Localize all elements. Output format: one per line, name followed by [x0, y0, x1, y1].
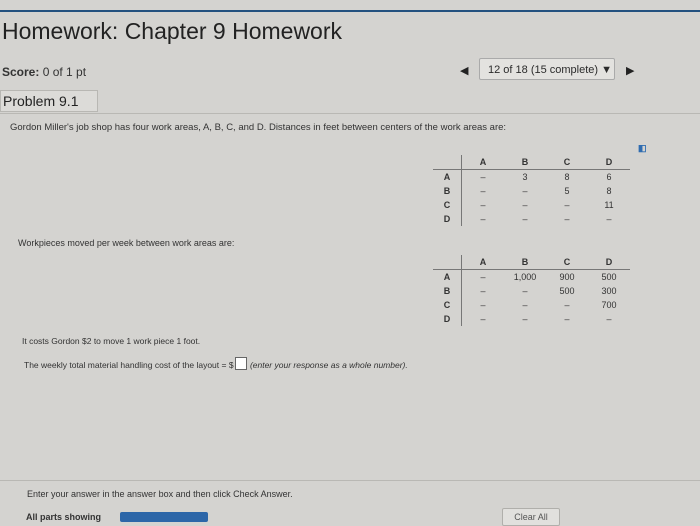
table-cell: – — [522, 214, 528, 224]
table-cell: – — [480, 172, 486, 182]
table-cell: 11 — [604, 200, 614, 210]
table-cell: – — [480, 272, 486, 282]
table-cell: – — [564, 200, 570, 210]
table-row — [433, 170, 630, 185]
weekly-cost-question — [24, 357, 408, 370]
workpieces-label: Workpieces moved per week between work areas are: — [18, 238, 235, 248]
table-cell: – — [522, 200, 528, 210]
table-cell: 6 — [606, 172, 612, 182]
cost-text: It costs Gordon $2 to move 1 work piece 1 foot. — [22, 336, 201, 346]
page-title: Homework: Chapter 9 Homework — [2, 18, 343, 44]
column-header: A — [462, 255, 505, 270]
table-cell: – — [480, 300, 486, 310]
row-header: C — [433, 298, 462, 312]
table-cell: 500 — [601, 272, 617, 282]
column-header: A — [462, 155, 505, 170]
table-cell: 900 — [559, 272, 575, 282]
weekly-cost-hint: (enter your response as a whole number). — [249, 360, 408, 370]
table-cell: 3 — [522, 172, 528, 182]
table-cell: 8 — [606, 186, 612, 196]
score-row — [0, 56, 700, 88]
score-value: 0 of 1 pt — [42, 65, 87, 79]
top-divider — [0, 10, 700, 12]
workpieces-table — [433, 255, 630, 326]
row-header: A — [433, 170, 462, 185]
column-header: B — [504, 155, 546, 170]
question-selector[interactable]: 12 of 18 (15 complete) ▼ — [479, 58, 615, 80]
parts-progress-bar — [120, 512, 208, 522]
row-header: D — [433, 212, 462, 226]
table-cell: – — [480, 286, 486, 296]
row-header: B — [433, 284, 462, 298]
problem-label: Problem 9.1 — [3, 93, 79, 109]
table-cell: – — [606, 314, 612, 324]
row-header: A — [433, 270, 462, 285]
row-header: C — [433, 198, 462, 212]
table-row — [433, 198, 630, 212]
distance-table — [433, 155, 630, 226]
table-row — [433, 270, 630, 285]
table-row — [433, 284, 630, 298]
column-header: D — [588, 155, 630, 170]
help-icon[interactable]: ◧ — [638, 143, 647, 153]
table-cell: – — [522, 186, 528, 196]
table-cell: – — [522, 286, 528, 296]
problem-intro: Gordon Miller's job shop has four work areas, A, B, C, and D. Distances in feet between centers of the work areas are: — [10, 122, 507, 133]
problem-header — [0, 90, 98, 112]
score-label: Score: — [2, 65, 40, 79]
table-row — [433, 212, 630, 226]
table-cell: 300 — [601, 286, 617, 296]
table-cell: 5 — [564, 186, 570, 196]
table-cell: – — [522, 314, 528, 324]
column-header: C — [546, 155, 588, 170]
table-cell: – — [564, 214, 570, 224]
table-cell: – — [480, 186, 486, 196]
column-header: B — [504, 255, 546, 270]
table-row — [433, 184, 630, 198]
column-header: D — [588, 255, 630, 270]
table-cell: 8 — [564, 172, 570, 182]
divider — [0, 113, 700, 114]
table-row — [433, 312, 630, 326]
row-header: D — [433, 312, 462, 326]
column-header: C — [546, 255, 588, 270]
weekly-cost-prefix: The weekly total material handling cost of the layout = $ — [24, 360, 234, 370]
table-row — [433, 298, 630, 312]
row-header: B — [433, 184, 462, 198]
instruction-text: Enter your answer in the answer box and then click Check Answer. — [27, 489, 293, 499]
table-cell: – — [564, 300, 570, 310]
table-cell: – — [480, 214, 486, 224]
parts-label: All parts showing — [26, 512, 102, 522]
table-cell: – — [480, 200, 486, 210]
previous-question-icon[interactable]: ◀ — [460, 65, 469, 77]
score — [2, 65, 86, 79]
table-cell: – — [522, 300, 528, 310]
table-cell: – — [480, 314, 486, 324]
table-cell: 1,000 — [513, 272, 537, 282]
table-cell: 500 — [559, 286, 575, 296]
table-cell: – — [606, 214, 612, 224]
answer-input[interactable] — [235, 357, 247, 370]
table-cell: – — [564, 314, 570, 324]
table-cell: 700 — [601, 300, 617, 310]
divider — [0, 480, 700, 481]
clear-all-button[interactable]: Clear All — [502, 508, 560, 526]
next-question-icon[interactable]: ▶ — [626, 65, 635, 77]
